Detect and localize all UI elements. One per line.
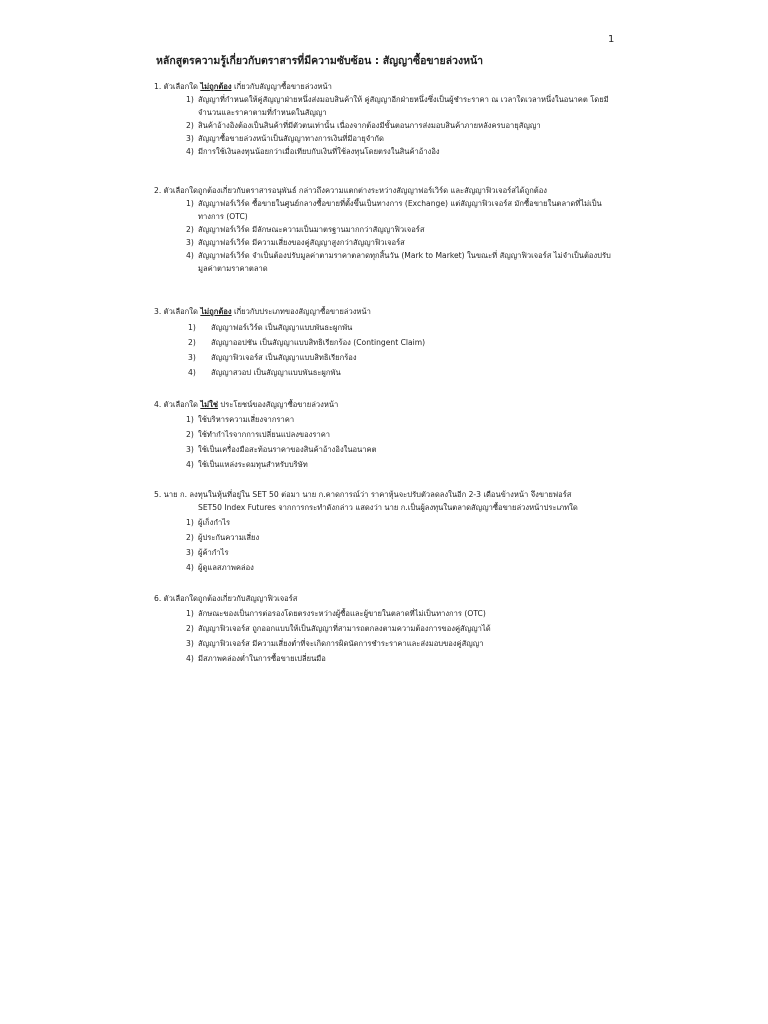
question-number: 4. <box>154 400 162 409</box>
option-number: 3) <box>186 238 194 247</box>
option-number: 3) <box>186 134 194 143</box>
option-number: 2) <box>186 121 194 130</box>
question-text-tail: เกี่ยวกับสัญญาซื้อขายล่วงหน้า <box>231 82 332 91</box>
option-text: สัญญาออปชัน เป็นสัญญาแบบสิทธิเรียกร้อง (Contingent Claim) <box>211 338 426 347</box>
answer-option <box>154 622 491 635</box>
option-text: สัญญาฟอร์เวิร์ด มีลักษณะความเป็นมาตรฐานมากกว่าสัญญาฟิวเจอร์ส <box>198 225 425 234</box>
option-text: สัญญาฟอร์เวิร์ด เป็นสัญญาแบบพันธะผูกพัน <box>211 323 353 332</box>
answer-option <box>154 351 425 364</box>
question-emphasis: ไม่ใช่ <box>200 400 219 409</box>
option-text: มีการใช้เงินลงทุนน้อยกว่าเมื่อเทียบกับเงินที่ใช้ลงทุนโดยตรงในสินค้าอ้างอิง <box>198 147 440 156</box>
answer-option <box>154 93 624 119</box>
document-title: หลักสูตรความรู้เกี่ยวกับตราสารที่มีความซับซ้อน : สัญญาซื้อขายล่วงหน้า <box>156 55 484 67</box>
answer-option <box>154 561 578 574</box>
option-text: สัญญาฟิวเจอร์ส ถูกออกแบบให้เป็นสัญญาที่สามารถตกลงตามความต้องการของคู่สัญญาได้ <box>198 624 491 633</box>
question-text: ตัวเลือกใดถูกต้องเกี่ยวกับตราสารอนุพันธ์ กล่าวถึงความแตกต่างระหว่างสัญญาฟอร์เวิร์ด และสัญญาฟิวเจอร์สได้ถูกต้อง <box>161 186 548 195</box>
answer-option <box>154 413 377 426</box>
answer-option <box>154 145 624 158</box>
question-number: 6. <box>154 594 162 603</box>
option-text: ผู้ค้ากำไร <box>198 548 229 557</box>
option-number: 3) <box>188 353 196 362</box>
page-number: 1 <box>608 34 615 45</box>
question-number: 2. <box>154 186 162 195</box>
option-text: สัญญาฟอร์เวิร์ด มีความเสี่ยงของคู่สัญญาสูงกว่าสัญญาฟิวเจอร์ส <box>198 238 405 247</box>
option-text: ใช้ทำกำไรจากการเปลี่ยนแปลงของราคา <box>198 430 331 439</box>
answer-option <box>154 428 377 441</box>
option-number: 4) <box>186 251 194 260</box>
question-stem <box>154 80 624 93</box>
question-number: 3. <box>154 307 162 316</box>
option-number: 1) <box>188 323 196 332</box>
answer-option <box>154 197 624 223</box>
question-6 <box>154 592 491 665</box>
question-1 <box>154 80 624 158</box>
option-number: 2) <box>186 225 194 234</box>
option-number: 1) <box>186 518 194 527</box>
question-text: ตัวเลือกใด <box>161 82 201 91</box>
question-text: ตัวเลือกใดถูกต้องเกี่ยวกับสัญญาฟิวเจอร์ส <box>161 594 298 603</box>
option-number: 1) <box>186 199 194 208</box>
question-2 <box>154 184 624 275</box>
answer-option <box>154 458 377 471</box>
option-number: 2) <box>186 624 194 633</box>
answer-option <box>154 531 578 544</box>
question-4 <box>154 398 377 471</box>
option-text: ลักษณะของเป็นการต่อรองโดยตรงระหว่างผู้ซื้อและผู้ขายในตลาดที่ไม่เป็นทางการ (OTC) <box>198 609 486 618</box>
question-number: 5. <box>154 490 162 499</box>
answer-option <box>154 637 491 650</box>
option-number: 4) <box>186 654 194 663</box>
option-number: 3) <box>186 445 194 454</box>
option-text: ใช้เป็นเครื่องมือสะท้อนราคาของสินค้าอ้างอิงในอนาคต <box>198 445 377 454</box>
question-text: นาย ก. ลงทุนในหุ้นที่อยู่ใน SET 50 ต่อมา นาย ก.คาดการณ์ว่า ราคาหุ้นจะปรับตัวลดลงในอีก 2-3 เดือนข้างหน้า จึงขายฟอร์ส <box>161 490 572 499</box>
option-text: สัญญาที่กำหนดให้คู่สัญญาฝ่ายหนึ่งส่งมอบสินค้าให้ คู่สัญญาอีกฝ่ายหนึ่งซึ่งเป็นผู้ชำระราคา ณ เวลาใดเวลาหนึ่งในอนาคต โดยมีจำนวนและราคาตามที่กำหนดในสัญญา <box>198 95 609 117</box>
option-number: 3) <box>186 639 194 648</box>
question-text-tail: ประโยชน์ของสัญญาซื้อขายล่วงหน้า <box>218 400 339 409</box>
option-number: 2) <box>188 338 196 347</box>
question-stem <box>154 592 491 605</box>
answer-option <box>154 236 624 249</box>
question-stem <box>154 184 624 197</box>
question-stem <box>154 488 578 514</box>
question-text: ตัวเลือกใด <box>161 400 201 409</box>
option-text: ผู้ดูแลสภาพคล่อง <box>198 563 254 572</box>
option-text: สัญญาฟอร์เวิร์ด จำเป็นต้องปรับมูลค่าตามราคาตลาดทุกสิ้นวัน (Mark to Market) ในขณะที่ สัญญาฟิวเจอร์ส ไม่จำเป็นต้องปรับมูลค่าตามราคาตลาด <box>198 251 611 273</box>
option-number: 4) <box>186 563 194 572</box>
answer-option <box>154 119 624 132</box>
question-emphasis: ไม่ถูกต้อง <box>200 307 232 316</box>
option-text: สัญญาสวอป เป็นสัญญาแบบพันธะผูกพัน <box>211 368 341 377</box>
answer-option <box>154 249 624 275</box>
option-number: 3) <box>186 548 194 557</box>
answer-option <box>154 652 491 665</box>
option-number: 4) <box>186 147 194 156</box>
question-stem <box>154 398 377 411</box>
answer-option <box>154 516 578 529</box>
answer-option <box>154 366 425 379</box>
option-number: 1) <box>186 415 194 424</box>
question-text: ตัวเลือกใด <box>161 307 201 316</box>
question-3 <box>154 305 425 379</box>
option-number: 4) <box>186 460 194 469</box>
option-text: สัญญาฟิวเจอร์ส มีความเสี่ยงต่ำที่จะเกิดการผิดนัดการชำระราคาและส่งมอบของคู่สัญญา <box>198 639 484 648</box>
answer-option <box>154 336 425 349</box>
option-number: 4) <box>188 368 196 377</box>
answer-option <box>154 443 377 456</box>
question-text-continued: SET50 Index Futures จากการกระทำดังกล่าว แสดงว่า นาย ก.เป็นผู้ลงทุนในตลาดสัญญาซื้อขายล่วงหน้าประเภทใด <box>198 503 578 512</box>
answer-option <box>154 223 624 236</box>
option-text: สัญญาฟิวเจอร์ส เป็นสัญญาแบบสิทธิเรียกร้อง <box>211 353 357 362</box>
option-text: ใช้เป็นแหล่งระดมทุนสำหรับบริษัท <box>198 460 308 469</box>
option-text: ใช้บริหารความเสี่ยงจากราคา <box>198 415 295 424</box>
option-number: 1) <box>186 95 194 104</box>
question-text-tail: เกี่ยวกับประเภทของสัญญาซื้อขายล่วงหน้า <box>231 307 371 316</box>
option-text: สัญญาฟอร์เวิร์ด ซื้อขายในศูนย์กลางซื้อขายที่ตั้งขึ้นเป็นทางการ (Exchange) แต่สัญญาฟิวเจอร์ส มักซื้อขายในตลาดที่ไม่เป็นทางการ (OTC) <box>198 199 602 221</box>
option-text: ผู้เก็งกำไร <box>198 518 231 527</box>
question-5 <box>154 488 578 574</box>
answer-option <box>154 132 624 145</box>
option-text: ผู้ประกันความเสี่ยง <box>198 533 260 542</box>
question-number: 1. <box>154 82 162 91</box>
option-text: สินค้าอ้างอิงต้องเป็นสินค้าที่มีตัวตนเท่านั้น เนื่องจากต้องมีขั้นตอนการส่งมอบสินค้าภายหลังครบอายุสัญญา <box>198 121 541 130</box>
answer-option <box>154 321 425 334</box>
option-text: สัญญาซื้อขายล่วงหน้าเป็นสัญญาทางการเงินที่มีอายุจำกัด <box>198 134 384 143</box>
option-text: มีสภาพคล่องต่ำในการซื้อขายเปลี่ยนมือ <box>198 654 326 663</box>
answer-option <box>154 607 491 620</box>
answer-option <box>154 546 578 559</box>
option-number: 1) <box>186 609 194 618</box>
option-number: 2) <box>186 533 194 542</box>
question-emphasis: ไม่ถูกต้อง <box>200 82 232 91</box>
question-stem <box>154 305 425 318</box>
option-number: 2) <box>186 430 194 439</box>
